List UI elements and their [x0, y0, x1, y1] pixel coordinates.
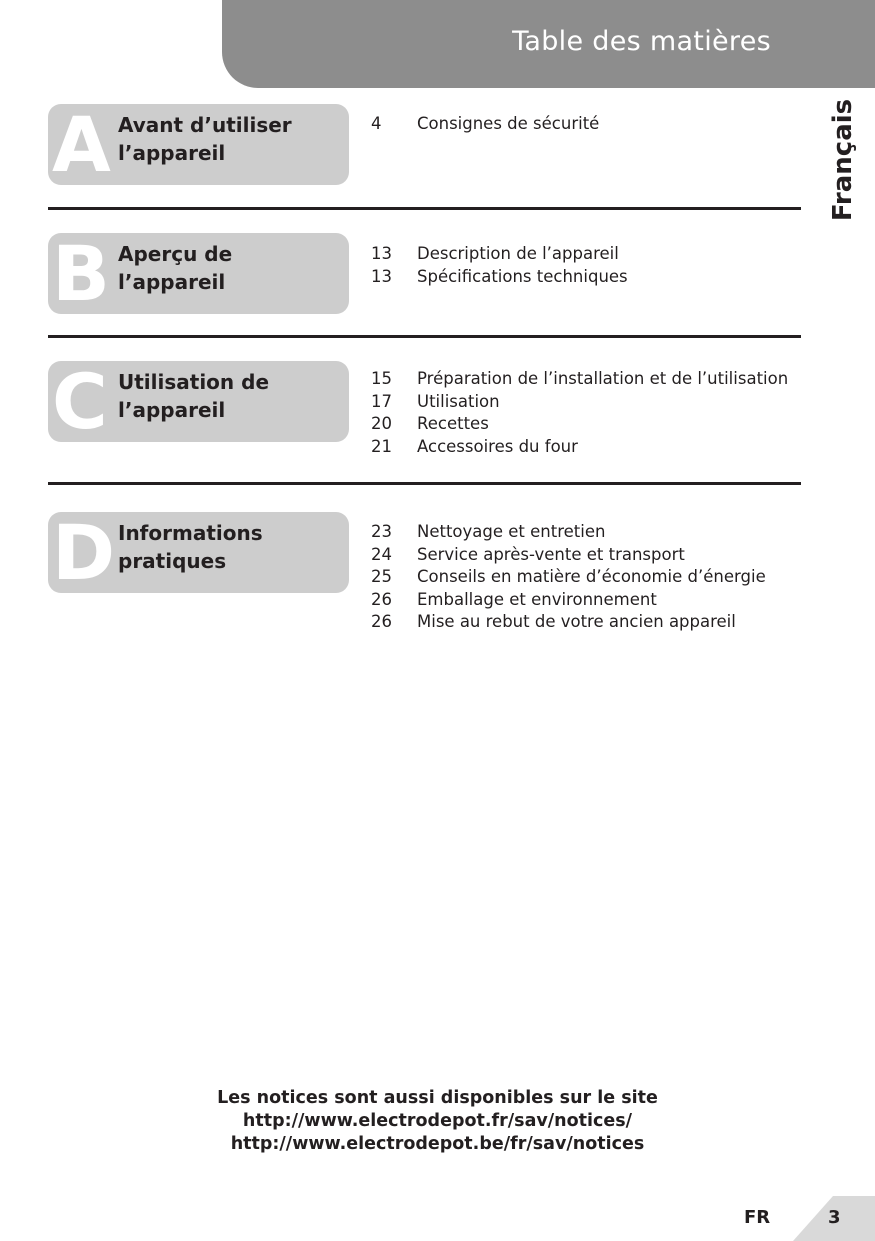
toc-entry[interactable] — [371, 589, 766, 612]
toc-entry[interactable] — [371, 368, 788, 391]
toc-page-number: 26 — [371, 612, 392, 632]
toc-page-number: 25 — [371, 567, 392, 587]
section-d-entries — [371, 521, 766, 634]
section-c-entries — [371, 368, 788, 458]
toc-entry-label: Mise au rebut de votre ancien appareil — [417, 612, 736, 632]
toc-entry[interactable] — [371, 113, 599, 136]
toc-entry-label: Service après-vente et transport — [417, 544, 685, 564]
toc-entry-label: Accessoires du four — [417, 436, 578, 456]
page-number: 3 — [828, 1207, 841, 1228]
section-a-box — [48, 104, 349, 185]
page-title: Table des matières — [512, 26, 771, 57]
toc-entry[interactable] — [371, 413, 788, 436]
toc-entry-label: Conseils en matière d’économie d’énergie — [417, 567, 766, 587]
section-divider — [48, 482, 801, 485]
notices-link-be[interactable]: http://www.electrodepot.be/fr/sav/notices — [230, 1134, 645, 1154]
toc-page-number: 21 — [371, 436, 392, 456]
toc-page-number: 24 — [371, 544, 392, 564]
section-a-letter: A — [52, 104, 111, 185]
toc-entry-label: Utilisation — [417, 391, 500, 411]
toc-entry[interactable] — [371, 266, 628, 289]
section-divider — [48, 207, 801, 210]
language-code: FR — [744, 1207, 771, 1228]
section-b-letter: B — [52, 233, 110, 314]
section-c-box — [48, 361, 349, 442]
toc-page-number: 13 — [371, 266, 392, 286]
toc-entry[interactable] — [371, 544, 766, 567]
toc-entry[interactable] — [371, 521, 766, 544]
section-b-entries — [371, 243, 628, 288]
notices-availability-note — [0, 1087, 875, 1156]
notices-note-text: Les notices sont aussi disponibles sur le site — [217, 1088, 658, 1108]
section-d-letter: D — [52, 512, 116, 593]
section-d-box — [48, 512, 349, 593]
toc-page-number: 20 — [371, 414, 392, 434]
toc-entry[interactable] — [371, 566, 766, 589]
section-a-title: Avant d’utiliser l’appareil — [118, 113, 292, 165]
section-b-box — [48, 233, 349, 314]
toc-page-number: 4 — [371, 114, 382, 133]
toc-page-number: 15 — [371, 369, 392, 388]
section-d-title: Informations pratiques — [118, 521, 263, 573]
toc-entry-label: Recettes — [417, 414, 489, 434]
section-divider — [48, 335, 801, 338]
toc-entry-label: Description de l’appareil — [417, 244, 619, 263]
section-c-letter: C — [52, 361, 108, 442]
toc-entry-label: Nettoyage et entretien — [417, 522, 606, 541]
toc-entry[interactable] — [371, 436, 788, 459]
toc-entry-label: Emballage et environnement — [417, 589, 657, 609]
header-banner — [222, 0, 875, 88]
toc-entry-label: Préparation de l’installation et de l’utilisation — [417, 369, 789, 388]
toc-page-number: 23 — [371, 522, 392, 541]
toc-page-number: 17 — [371, 391, 392, 411]
section-c-title: Utilisation de l’appareil — [118, 370, 270, 422]
toc-entry[interactable] — [371, 243, 628, 266]
toc-entry-label: Spécifications techniques — [417, 266, 628, 286]
toc-entry[interactable] — [371, 611, 766, 634]
language-side-label: Français — [828, 98, 858, 222]
toc-entry[interactable] — [371, 391, 788, 414]
toc-page-number: 26 — [371, 589, 392, 609]
section-b-title: Aperçu de l’appareil — [118, 242, 233, 294]
toc-page-number: 13 — [371, 244, 392, 263]
toc-entry-label: Consignes de sécurité — [417, 114, 600, 133]
notices-link-fr[interactable]: http://www.electrodepot.fr/sav/notices/ — [242, 1111, 633, 1131]
section-a-entries — [371, 113, 599, 136]
